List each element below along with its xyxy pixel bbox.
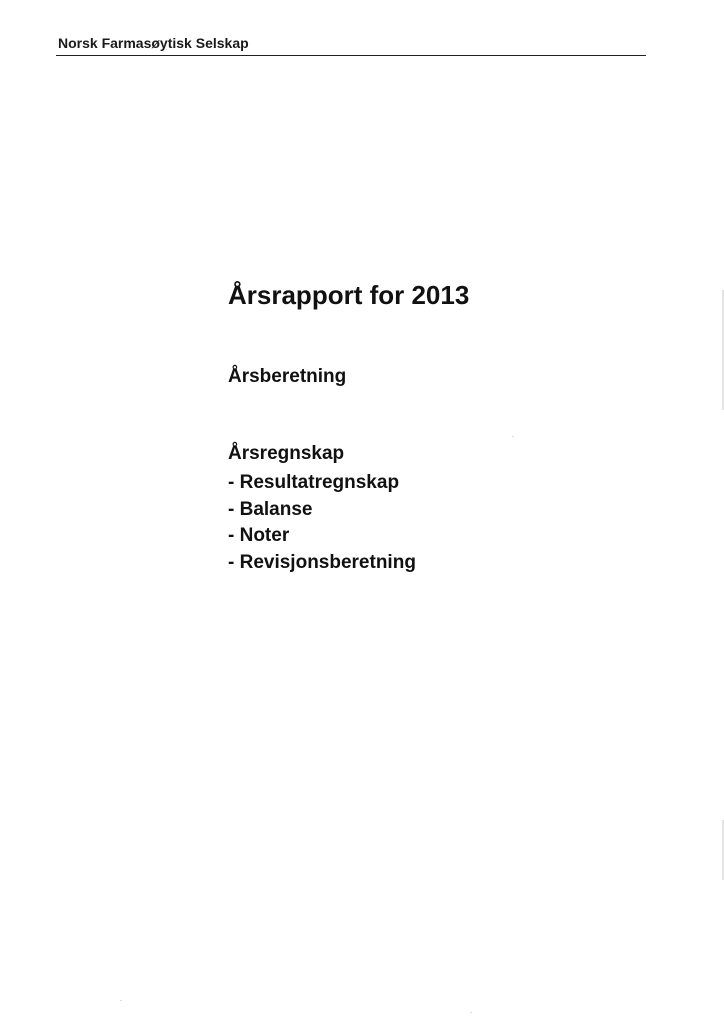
list-item-resultatregnskap: - Resultatregnskap	[228, 472, 400, 493]
section-heading-arsberetning: Årsberetning	[228, 366, 347, 387]
scan-speck	[512, 436, 514, 437]
scan-speck	[120, 1000, 122, 1001]
list-item-balanse: - Balanse	[228, 498, 313, 520]
list-item-revisjonsberetning: - Revisjonsberetning	[228, 551, 416, 573]
document-title: Årsrapport for 2013	[228, 280, 470, 310]
header-organization-name: Norsk Farmasøytisk Selskap	[58, 35, 249, 51]
list-item-noter: - Noter	[228, 525, 290, 546]
section-heading-arsregnskap: Årsregnskap	[228, 443, 345, 464]
scan-speck	[470, 1012, 472, 1013]
header-divider	[56, 55, 646, 56]
arsregnskap-contents-list	[228, 470, 416, 576]
